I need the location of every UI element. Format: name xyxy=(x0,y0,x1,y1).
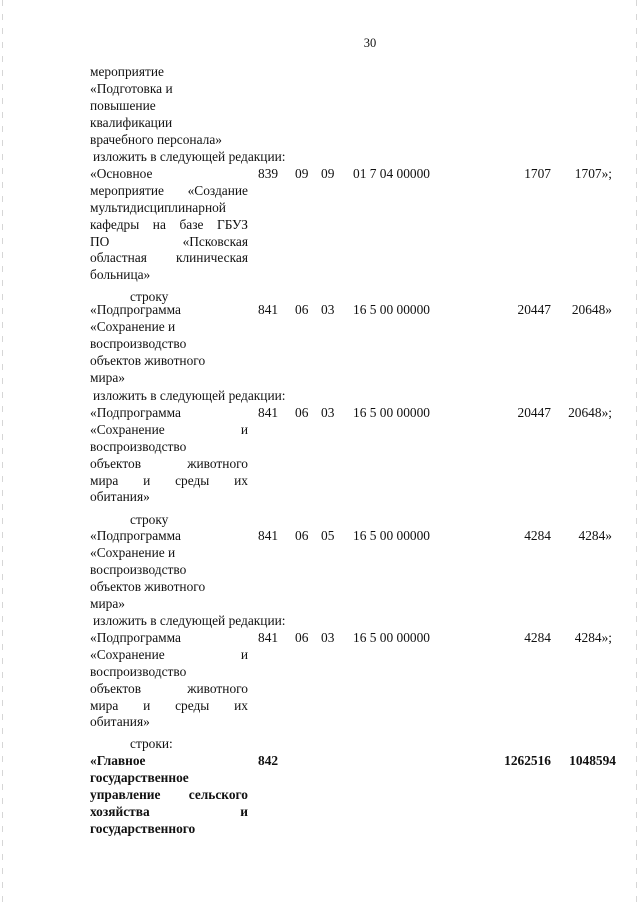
row-name xyxy=(90,753,248,837)
text-line: воспроизводство xyxy=(90,663,187,679)
text-line: мира и среды их xyxy=(90,472,248,488)
cell-section: 09 xyxy=(295,166,309,181)
cell-amount-2: 1707»; xyxy=(574,166,612,181)
text-line: мультидисциплинарной xyxy=(90,199,226,215)
row-name xyxy=(90,166,248,284)
page-number: 30 xyxy=(363,36,377,50)
text-line: мира и среды их xyxy=(90,697,248,713)
text-line: воспроизводство xyxy=(90,438,187,454)
text-line: «Сохранение и xyxy=(90,318,176,334)
text-line: государственное xyxy=(90,769,189,785)
text-line: «Сохранение и xyxy=(90,544,176,560)
top-fragment xyxy=(90,64,248,148)
scan-edge-left xyxy=(2,0,3,905)
cell-target-article: 01 7 04 00000 xyxy=(353,166,430,181)
text-line: мира» xyxy=(90,369,125,385)
instruction: изложить в следующей редакции: xyxy=(93,388,286,403)
row-name xyxy=(90,528,248,612)
text-line: мероприятие «Создание xyxy=(90,182,248,198)
cell-amount-2: 4284»; xyxy=(574,630,612,645)
text-line: «Подпрограмма xyxy=(90,630,181,645)
text-line: объектов животного xyxy=(90,680,248,696)
cell-section: 06 xyxy=(295,528,309,543)
text-line: «Основное xyxy=(90,166,153,181)
cell-section: 06 xyxy=(295,405,309,420)
cell-subsection: 03 xyxy=(321,405,335,420)
row-name xyxy=(90,302,248,386)
text-line: объектов животного xyxy=(90,455,248,471)
cell-code: 839 xyxy=(258,166,279,181)
text-line: ПО «Псковская xyxy=(90,233,248,249)
cell-target-article: 16 5 00 00000 xyxy=(353,302,430,317)
cell-amount-2: 20648» xyxy=(571,302,612,317)
text-line: управление сельского xyxy=(90,786,248,802)
cell-amount-1: 4284 xyxy=(524,528,551,543)
cell-target-article: 16 5 00 00000 xyxy=(353,630,430,645)
text-line: государственного xyxy=(90,820,196,836)
cell-code: 841 xyxy=(258,630,279,645)
cell-amount-2: 4284» xyxy=(578,528,612,543)
instruction: изложить в следующей редакции: xyxy=(93,613,286,628)
text-line: обитания» xyxy=(90,489,150,505)
cell-subsection: 05 xyxy=(321,528,335,543)
text-line: воспроизводство xyxy=(90,561,187,577)
text-line: повышение xyxy=(90,97,156,113)
text-line: врачебного персонала» xyxy=(90,131,222,147)
cell-amount-1: 20447 xyxy=(517,302,551,317)
instruction: строку xyxy=(130,289,169,304)
cell-amount-1: 4284 xyxy=(524,630,551,645)
cell-code: 841 xyxy=(258,528,279,543)
row-name xyxy=(90,630,248,731)
instruction: строку xyxy=(130,512,169,527)
text-line: «Подпрограмма xyxy=(90,302,181,317)
text-line: «Сохранение и xyxy=(90,421,248,437)
text-line: обитания» xyxy=(90,714,150,730)
text-line: «Главное xyxy=(90,753,146,768)
instruction: изложить в следующей редакции: xyxy=(93,149,286,164)
cell-amount-1: 20447 xyxy=(517,405,551,420)
row-name xyxy=(90,405,248,506)
text-line: хозяйства и xyxy=(90,803,248,819)
cell-code: 841 xyxy=(258,302,279,317)
cell-subsection: 09 xyxy=(321,166,335,181)
text-line: мира» xyxy=(90,595,125,611)
text-line: кафедры на базе ГБУЗ xyxy=(90,216,248,232)
text-line: воспроизводство xyxy=(90,335,187,351)
cell-subsection: 03 xyxy=(321,630,335,645)
cell-amount-1: 1707 xyxy=(524,166,551,181)
cell-code: 841 xyxy=(258,405,279,420)
text-line: «Подпрограмма xyxy=(90,528,181,543)
cell-subsection: 03 xyxy=(321,302,335,317)
cell-code: 842 xyxy=(258,753,279,768)
text-line: больница» xyxy=(90,267,151,283)
cell-target-article: 16 5 00 00000 xyxy=(353,405,430,420)
instruction: строки: xyxy=(130,736,173,751)
cell-target-article: 16 5 00 00000 xyxy=(353,528,430,543)
text-line: «Сохранение и xyxy=(90,646,248,662)
cell-amount-2: 1048594 xyxy=(569,753,616,768)
cell-amount-2: 20648»; xyxy=(568,405,612,420)
text-line: объектов животного xyxy=(90,578,206,594)
cell-section: 06 xyxy=(295,630,309,645)
cell-amount-1: 1262516 xyxy=(504,753,551,768)
text-line: «Подпрограмма xyxy=(90,405,181,420)
text-line: объектов животного xyxy=(90,352,206,368)
text-line: «Подготовка и xyxy=(90,80,173,96)
text-line: областная клиническая xyxy=(90,250,248,266)
cell-section: 06 xyxy=(295,302,309,317)
text-line: квалификации xyxy=(90,114,173,130)
scan-edge-right xyxy=(636,0,637,905)
text-line: мероприятие xyxy=(90,64,164,79)
